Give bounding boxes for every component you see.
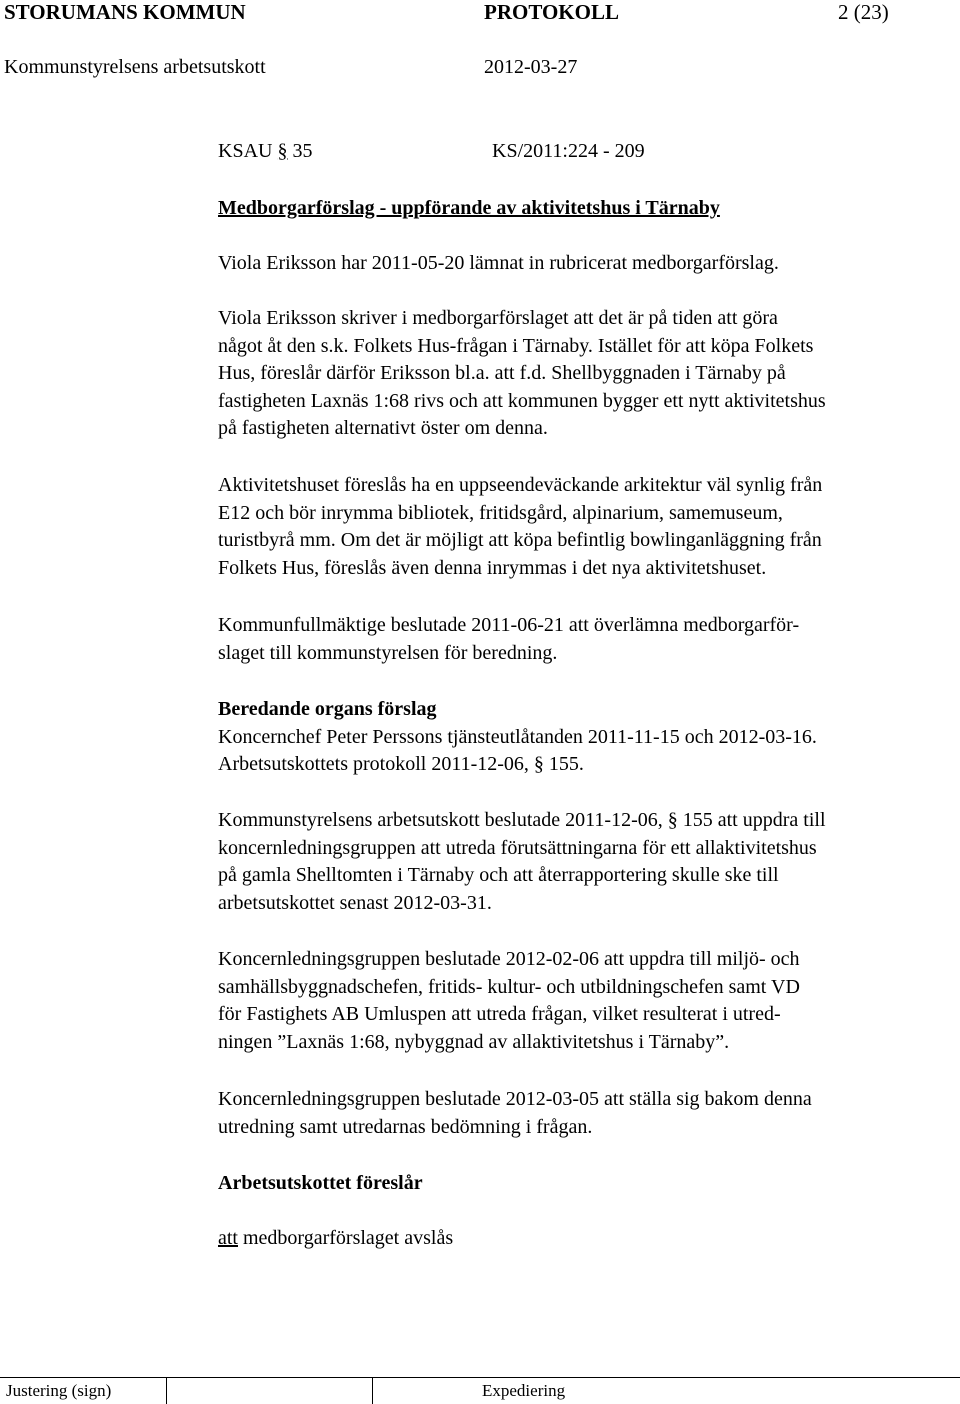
justering-label: Justering (sign) (6, 1381, 112, 1400)
case-number: KS/2011:224 - 209 (492, 140, 645, 162)
text-line: Folkets Hus, föreslås även denna inrymmas i det nya aktivitetshuset. (218, 556, 767, 579)
paragraph-4 (218, 612, 799, 667)
document-body (218, 0, 958, 1300)
paragraph-2 (218, 305, 826, 443)
text-line: turistbyrå mm. Om det är möjligt att köpa befintlig bowlinganläggning från (218, 529, 822, 551)
beredande-section (218, 696, 817, 779)
issuing-body: Kommunstyrelsens arbetsutskott (4, 56, 266, 78)
paragraph-1 (218, 250, 779, 278)
paragraph-3 (218, 472, 822, 582)
footer-rule (0, 1377, 960, 1378)
beredande-heading: Beredande organs förslag (218, 698, 437, 720)
text-line: E12 och bör inrymma bibliotek, fritidsgård, alpinarium, samemuseum, (218, 501, 783, 524)
text-line: Viola Eriksson skriver i medborgarförslaget att det är på tiden att göra (218, 307, 778, 329)
page-number: 2 (23) (838, 0, 889, 24)
text-line: Aktivitetshuset föreslås ha en uppseendeväckande arkitektur väl synlig från (218, 474, 823, 496)
signature-divider (372, 1377, 373, 1404)
proposal-decision (218, 1225, 453, 1253)
text-line: Koncernchef Peter Perssons tjänsteutlåtanden 2011-11-15 och 2012-03-16. (218, 725, 817, 748)
text-line: på gamla Shelltomten i Tärnaby och att återrapportering skulle ske till (218, 864, 779, 886)
att-word: att (218, 1227, 238, 1249)
text-line: fastigheten Laxnäs 1:68 rivs och att kommunen bygger ett nytt aktivitetshus (218, 389, 826, 412)
protocol-date: 2012-03-27 (484, 56, 578, 78)
section-number: 35 (292, 140, 313, 162)
paragraph-5 (218, 807, 826, 917)
text-line: Hus, föreslår därför Eriksson bl.a. att f.d. Shellbyggnaden i Tärnaby på (218, 362, 786, 384)
text-line: koncernledningsgruppen att utreda förutsättningarna för ett allaktivitetshus (218, 836, 817, 859)
text-line: Arbetsutskottets protokoll 2011-12-06, § 155. (218, 753, 584, 775)
paragraph-6 (218, 946, 800, 1056)
case-line (218, 138, 312, 166)
text-line: Kommunfullmäktige beslutade 2011-06-21 att överlämna medborgarför- (218, 614, 800, 636)
text-line: slaget till kommunstyrelsen för beredning. (218, 641, 558, 664)
text-line: ningen ”Laxnäs 1:68, nybyggnad av allaktivitetshus i Tärnaby”. (218, 1030, 730, 1053)
text-line: samhällsbyggnadschefen, fritids- kultur- och utbildningschefen samt VD (218, 975, 800, 998)
org-name: STORUMANS KOMMUN (4, 0, 246, 24)
text-line: Koncernledningsgruppen beslutade 2012-03-05 att ställa sig bakom denna (218, 1088, 812, 1110)
proposal-text: medborgarförslaget avslås (238, 1227, 454, 1249)
paragraph-7 (218, 1086, 812, 1141)
text-line: på fastigheten alternativt öster om denna. (218, 417, 548, 439)
doc-type: PROTOKOLL (484, 0, 619, 24)
section-prefix: KSAU (218, 140, 273, 162)
text-line: Kommunstyrelsens arbetsutskott beslutade 2011-12-06, § 155 att uppdra till (218, 809, 826, 831)
case-title: Medborgarförslag - uppförande av aktivitetshus i Tärnaby (218, 197, 720, 219)
signature-divider (166, 1377, 167, 1404)
text-line: något åt den s.k. Folkets Hus-frågan i Tärnaby. Istället för att köpa Folkets (218, 334, 814, 357)
text-line: arbetsutskottet senast 2012-03-31. (218, 891, 492, 914)
proposal-heading: Arbetsutskottet föreslår (218, 1172, 423, 1194)
text-line: för Fastighets AB Umluspen att utreda frågan, vilket resulterat i utred- (218, 1003, 781, 1025)
text-line: Viola Eriksson har 2011-05-20 lämnat in rubricerat medborgarförslag. (218, 252, 779, 274)
text-line: Koncernledningsgruppen beslutade 2012-02-06 att uppdra till miljö- och (218, 948, 800, 970)
section-symbol: § (277, 140, 288, 162)
text-line: utredning samt utredarnas bedömning i frågan. (218, 1115, 593, 1138)
expediering-label: Expediering (482, 1381, 566, 1400)
